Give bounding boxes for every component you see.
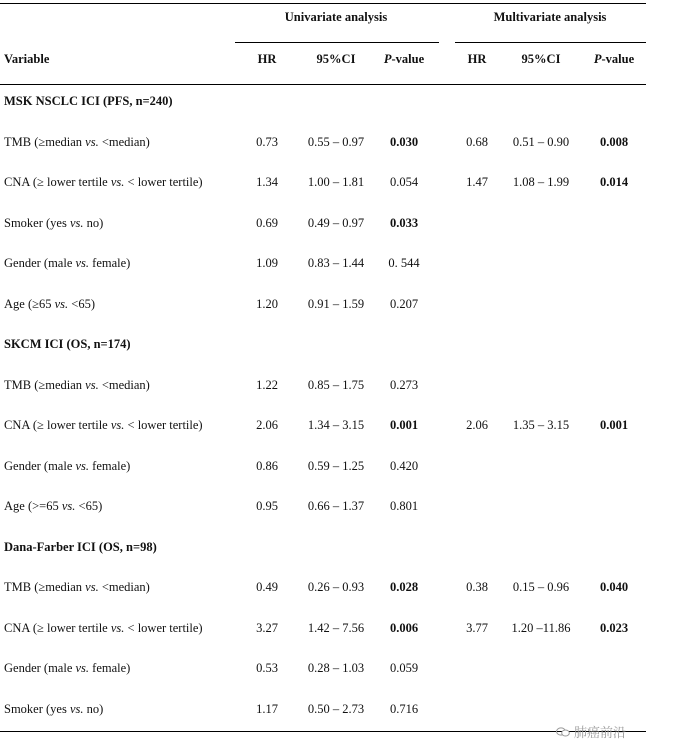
uni-ci-cell: 0.26 – 0.93 [307, 580, 365, 594]
multi-p-cell: 0.023 [599, 621, 629, 635]
uni-p-cell: 0.801 [389, 499, 419, 513]
multi-ci-cell: 1.08 – 1.99 [512, 175, 570, 189]
uni-hr-cell: 0.73 [256, 135, 278, 149]
uni-p-cell: 0.001 [389, 418, 419, 432]
uni-hr-cell: 0.86 [256, 459, 278, 473]
multi-p-cell: 0.014 [599, 175, 629, 189]
uni-ci-cell: 0.50 – 2.73 [307, 702, 365, 716]
multi-hr-cell: 1.47 [466, 175, 488, 189]
row-label: TMB (≥median vs. <median) [4, 135, 150, 149]
uni-hr-cell: 0.49 [256, 580, 278, 594]
row-label: CNA (≥ lower tertile vs. < lower tertile) [4, 621, 203, 635]
watermark [556, 722, 626, 741]
univariate-heading: Univariate analysis [284, 10, 388, 24]
row-label: TMB (≥median vs. <median) [4, 580, 150, 594]
uni-hr-cell: 3.27 [256, 621, 278, 635]
row-label: CNA (≥ lower tertile vs. < lower tertile) [4, 418, 203, 432]
uni-ci-cell: 0.91 – 1.59 [307, 297, 365, 311]
uni-ci-cell: 0.59 – 1.25 [307, 459, 365, 473]
row-label: Gender (male vs. female) [4, 661, 131, 675]
multi-p-cell: 0.008 [599, 135, 629, 149]
uni-ci-cell: 0.83 – 1.44 [307, 256, 365, 270]
multi-hr-cell: 2.06 [466, 418, 488, 432]
row-label: Age (>=65 vs. <65) [4, 499, 103, 513]
uni-p-cell: 0.059 [389, 661, 419, 675]
uni-p-cell: 0.207 [389, 297, 419, 311]
row-label: Gender (male vs. female) [4, 459, 131, 473]
uni-ci-cell: 1.34 – 3.15 [307, 418, 365, 432]
uni-hr-cell: 1.34 [256, 175, 278, 189]
row-label: Gender (male vs. female) [4, 256, 131, 270]
uni-p-cell: 0.054 [389, 175, 419, 189]
uni-hr-cell: 0.69 [256, 216, 278, 230]
row-label: Age (≥65 vs. <65) [4, 297, 95, 311]
multi-p-cell: 0.001 [599, 418, 629, 432]
multi-hr-heading: HR [467, 52, 487, 66]
row-label: CNA (≥ lower tertile vs. < lower tertile) [4, 175, 203, 189]
multi-ci-heading: 95%CI [521, 52, 561, 66]
uni-ci-cell: 0.85 – 1.75 [307, 378, 365, 392]
uni-hr-cell: 2.06 [256, 418, 278, 432]
uni-hr-cell: 1.22 [256, 378, 278, 392]
multi-p-cell: 0.040 [599, 580, 629, 594]
multi-ci-cell: 1.35 – 3.15 [512, 418, 570, 432]
uni-p-cell: 0.028 [389, 580, 419, 594]
row-label: Smoker (yes vs. no) [4, 216, 104, 230]
uni-ci-cell: 0.66 – 1.37 [307, 499, 365, 513]
row-label: Smoker (yes vs. no) [4, 702, 104, 716]
multi-hr-cell: 0.68 [466, 135, 488, 149]
multivariate-underline [455, 42, 646, 43]
uni-hr-cell: 0.95 [256, 499, 278, 513]
uni-p-cell: 0.006 [389, 621, 419, 635]
uni-p-cell: 0.030 [389, 135, 419, 149]
uni-hr-cell: 1.09 [256, 256, 278, 270]
uni-ci-cell: 0.28 – 1.03 [307, 661, 365, 675]
watermark-text: 肺癌前沿 [574, 726, 627, 741]
table-top-rule [0, 3, 646, 4]
multi-p-heading: P-value [593, 52, 635, 66]
uni-hr-cell: 0.53 [256, 661, 278, 675]
uni-p-cell: 0.716 [389, 702, 419, 716]
multi-hr-cell: 0.38 [466, 580, 488, 594]
multi-ci-cell: 0.51 – 0.90 [512, 135, 570, 149]
uni-hr-cell: 1.20 [256, 297, 278, 311]
table-bottom-rule [0, 731, 646, 732]
section-title: Dana-Farber ICI (OS, n=98) [4, 540, 157, 554]
section-title: SKCM ICI (OS, n=174) [4, 337, 131, 351]
uni-p-cell: 0. 544 [388, 256, 420, 270]
uni-p-cell: 0.273 [389, 378, 419, 392]
multivariate-heading: Multivariate analysis [493, 10, 607, 24]
uni-ci-heading: 95%CI [316, 52, 356, 66]
wechat-icon [556, 727, 570, 737]
multi-ci-cell: 1.20 –11.86 [511, 621, 571, 635]
uni-ci-cell: 1.00 – 1.81 [307, 175, 365, 189]
uni-ci-cell: 0.49 – 0.97 [307, 216, 365, 230]
variable-heading: Variable [4, 52, 50, 66]
uni-hr-heading: HR [257, 52, 277, 66]
uni-p-cell: 0.420 [389, 459, 419, 473]
multi-ci-cell: 0.15 – 0.96 [512, 580, 570, 594]
uni-ci-cell: 1.42 – 7.56 [307, 621, 365, 635]
univariate-underline [235, 42, 439, 43]
uni-p-cell: 0.033 [389, 216, 419, 230]
section-title: MSK NSCLC ICI (PFS, n=240) [4, 94, 173, 108]
row-label: TMB (≥median vs. <median) [4, 378, 150, 392]
multi-hr-cell: 3.77 [466, 621, 488, 635]
uni-p-heading: P-value [383, 52, 425, 66]
uni-ci-cell: 0.55 – 0.97 [307, 135, 365, 149]
header-bottom-rule [0, 84, 646, 85]
uni-hr-cell: 1.17 [256, 702, 278, 716]
